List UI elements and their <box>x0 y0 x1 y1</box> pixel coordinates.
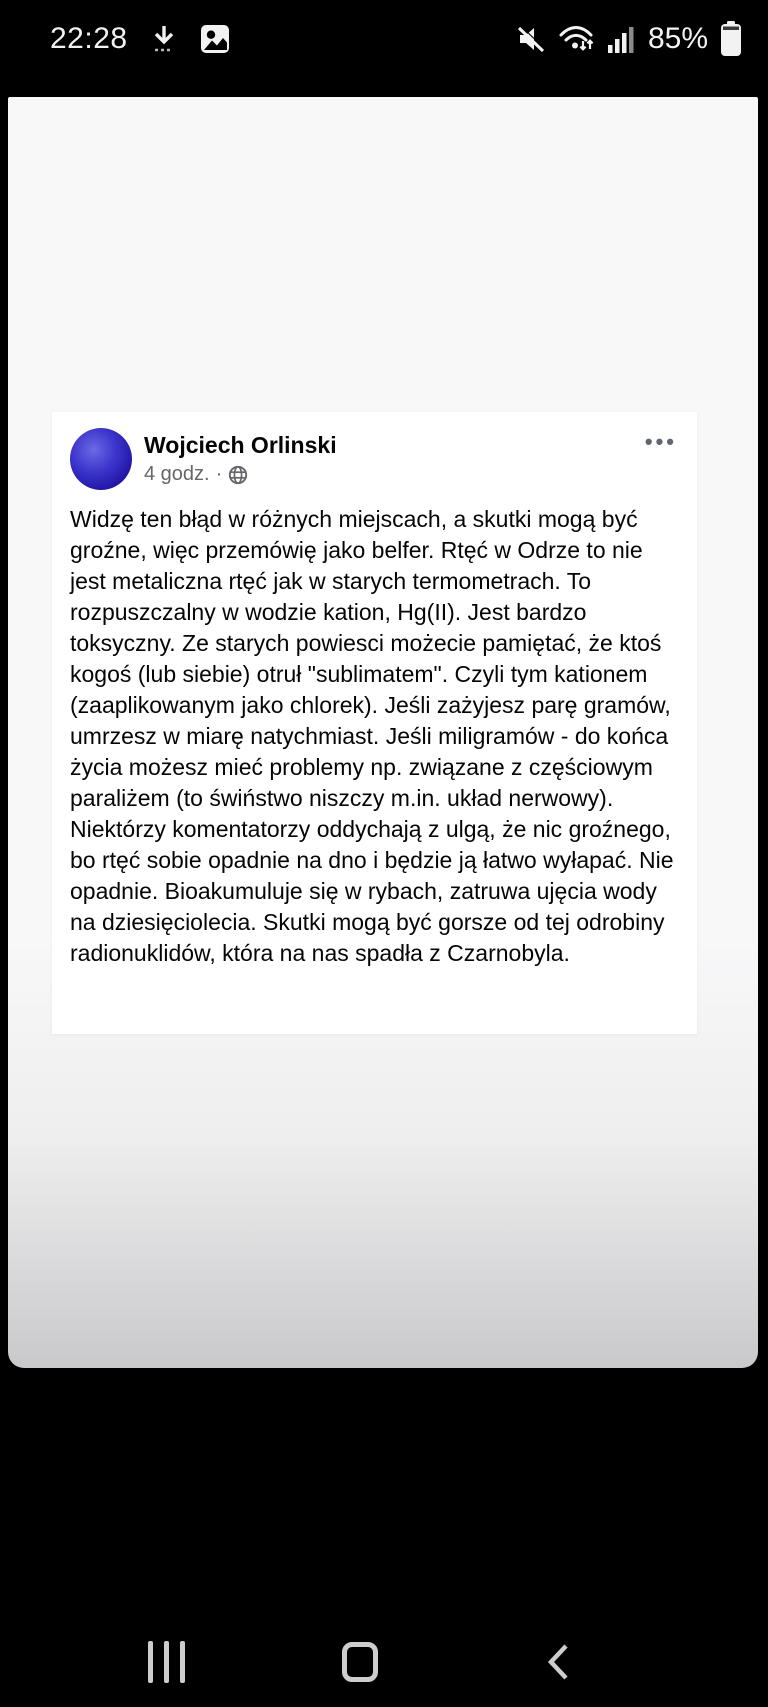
status-bar <box>0 0 768 78</box>
recents-button[interactable] <box>138 1638 194 1686</box>
post-paragraph: Widzę ten błąd w różnych miejscach, a skutki mogą być groźne, więc przemówię jako belfer. Rtęć w Odrze to nie jest metaliczna rtęć jak w starych termometrach. To rozpuszczalny w wodzie kation, Hg(II). Jest bardzo toksyczny. Ze starych powiesci możecie pamiętać, że ktoś kogoś (lub siebie) otruł "sublimatem". Czyli tym kationem (zaaplikowanym jako chlorek). Jeśli zażyjesz parę gramów, umrzesz w miarę natychmiast. Jeśli miligramów - do końca życia możesz mieć problemy np. związane z częściowym paraliżem (to świństwo niszczy m.in. układ nerwowy). <box>70 506 671 811</box>
facebook-post-screenshot <box>52 412 697 1034</box>
signal-strength-icon <box>608 24 634 54</box>
battery-percent: 85% <box>647 22 708 55</box>
home-icon <box>342 1642 378 1682</box>
recents-icon <box>148 1641 153 1683</box>
download-notification-icon <box>150 23 178 55</box>
home-button[interactable] <box>330 1638 390 1686</box>
post-paragraph: Niektórzy komentatorzy oddychają z ulgą, że nic groźnego, bo rtęć sobie opadnie na dno i będzie ją łatwo wyłapać. Nie opadnie. Bioakumuluje się w rybach, zatruwa ujęcia wody na dziesięciolecia. Skutki mogą być gorsze od tej odrobiny radionuklidów, która na nas spadła z Czarnobyla. <box>70 816 674 966</box>
back-chevron-icon <box>545 1640 571 1684</box>
clock: 22:28 <box>50 22 128 55</box>
mute-icon <box>516 24 546 54</box>
gallery-image[interactable] <box>8 97 758 1368</box>
battery-icon <box>720 21 742 57</box>
post-author-name: Wojciech Orlinski <box>144 432 337 458</box>
avatar <box>70 428 132 490</box>
post-options-icon: ••• <box>644 429 677 454</box>
gallery-notification-icon <box>200 24 230 54</box>
post-timestamp: 4 godz. <box>144 463 210 485</box>
public-globe-icon <box>228 465 248 485</box>
post-meta <box>144 463 337 486</box>
post-header <box>70 428 679 490</box>
back-button[interactable] <box>530 1638 586 1686</box>
wifi-icon <box>558 23 596 55</box>
post-body-text <box>70 504 679 969</box>
android-nav-bar <box>0 1600 768 1707</box>
meta-separator: · <box>215 463 223 485</box>
